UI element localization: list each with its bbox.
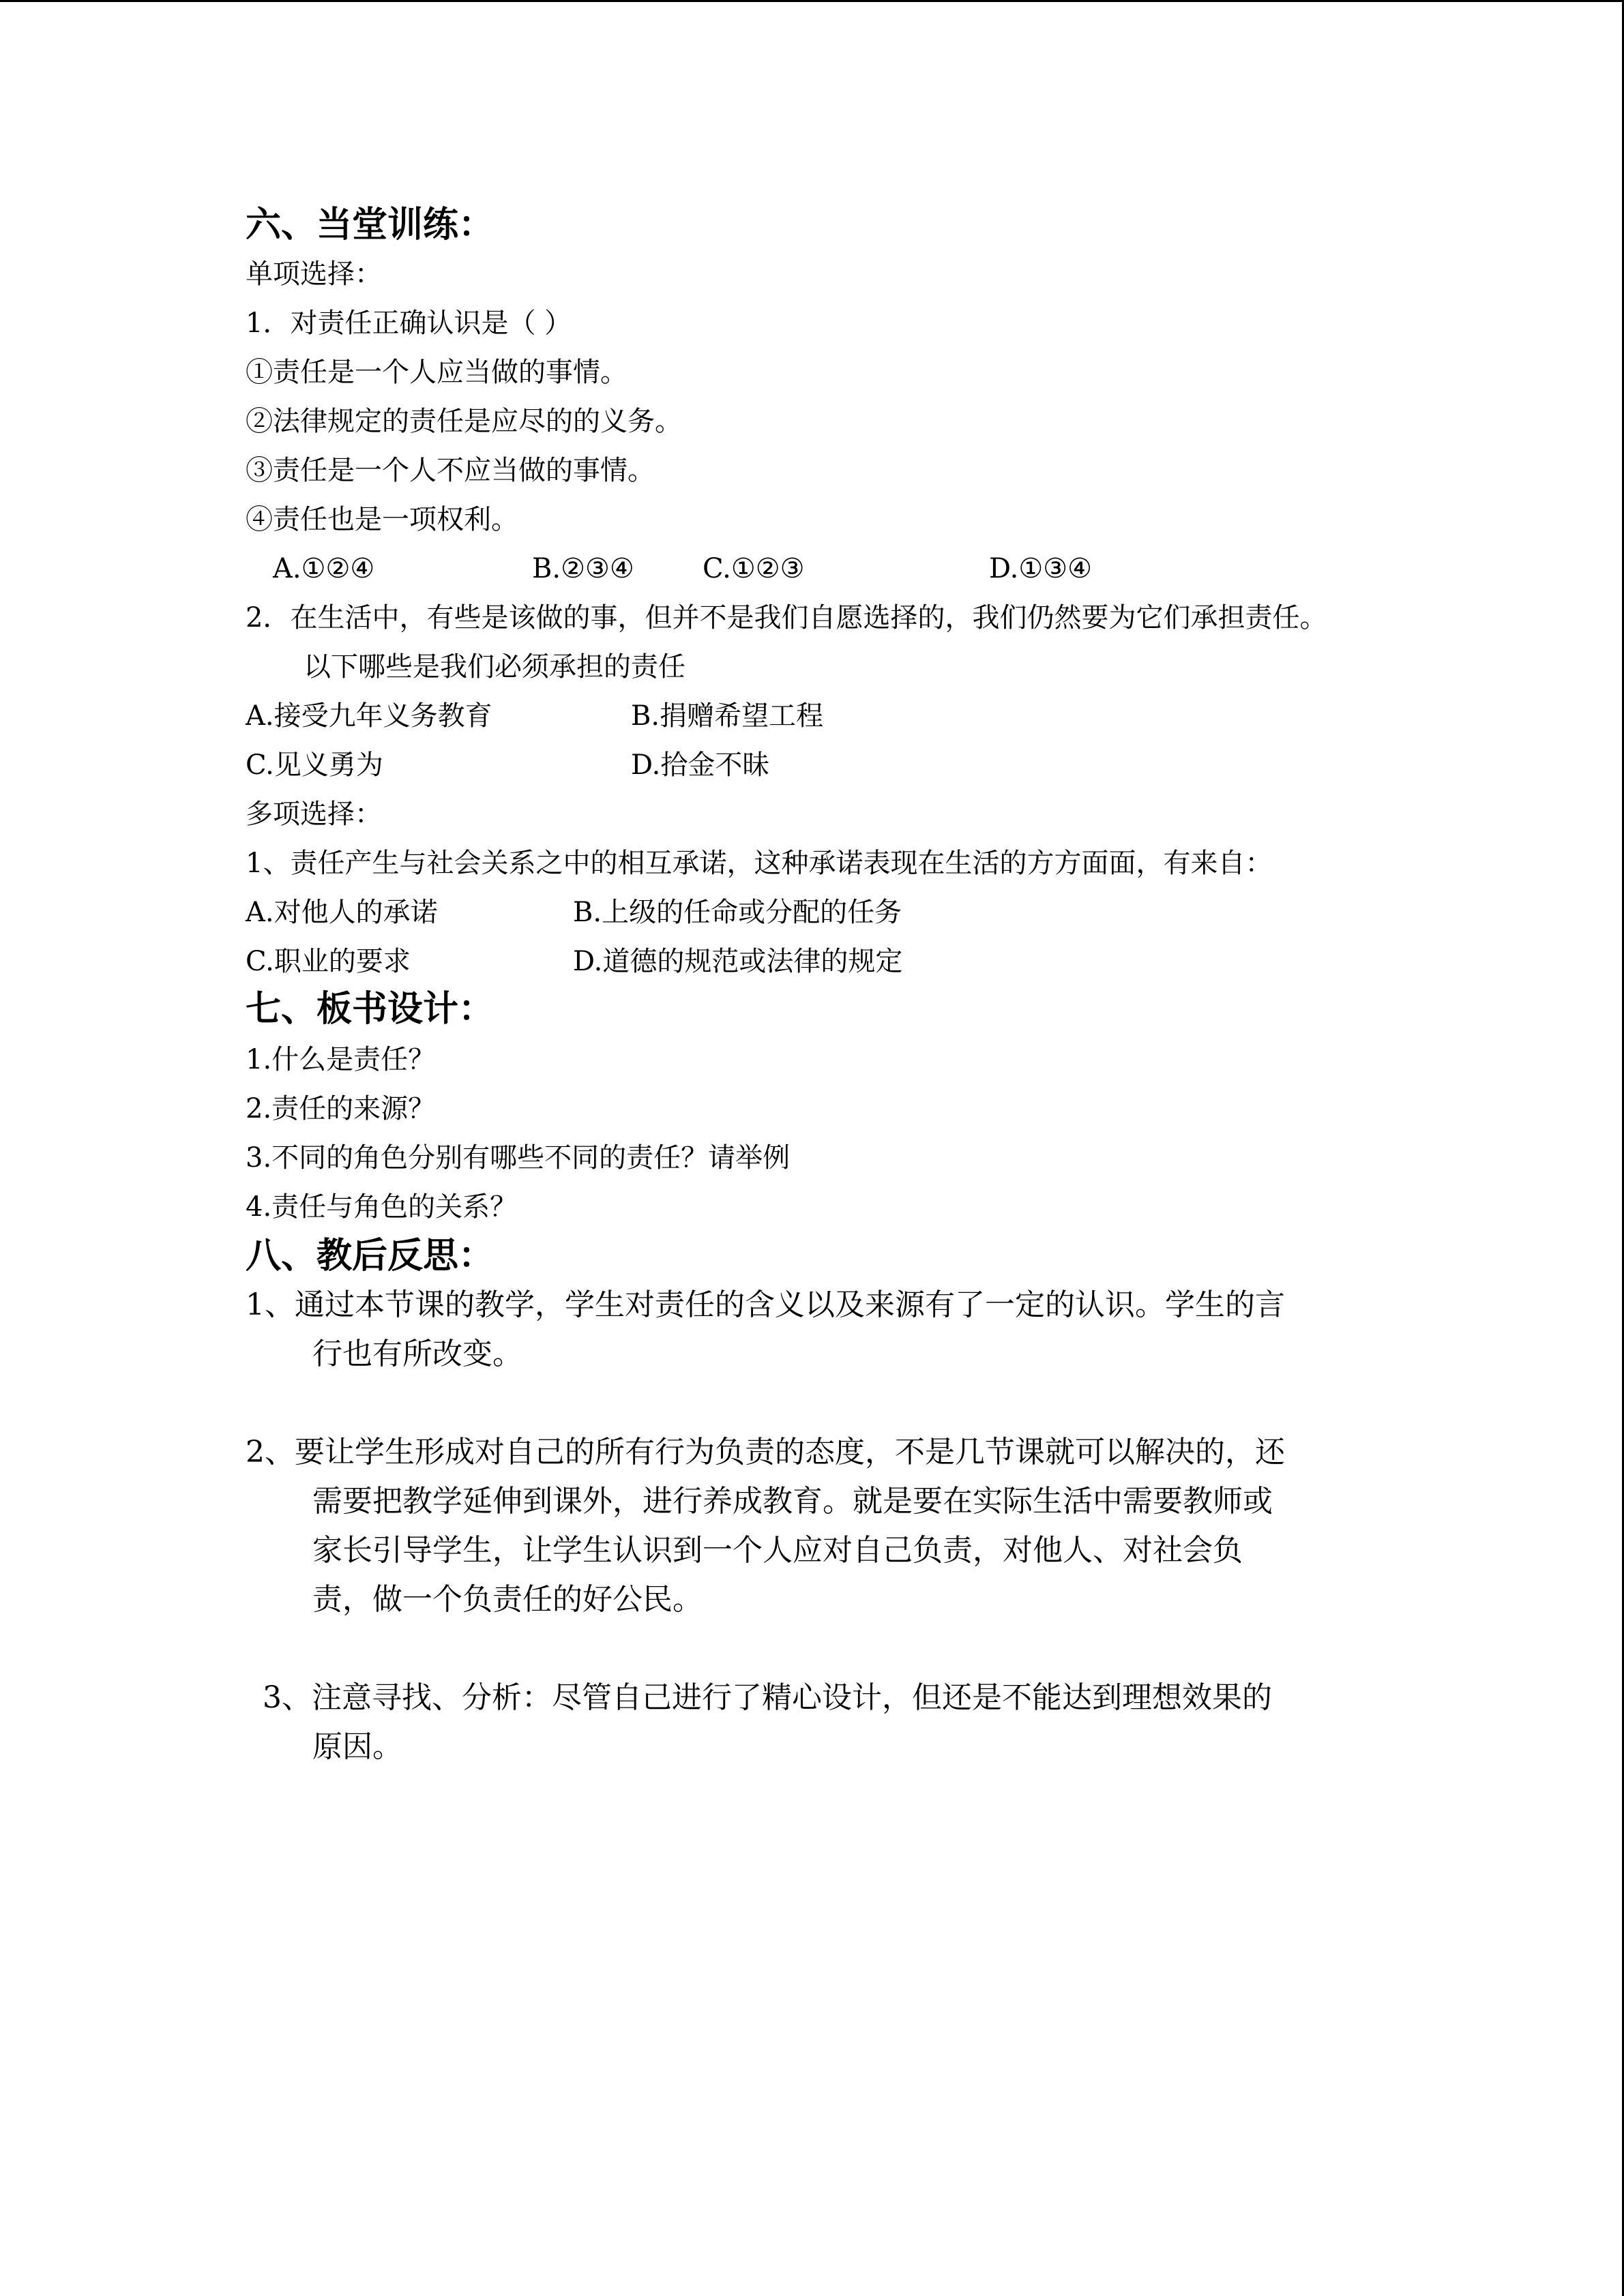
q1-item: ②法律规定的责任是应尽的的义务。 (246, 406, 682, 437)
board-item: 1.什么是责任？ (246, 1044, 436, 1075)
reflection-3-line: 3、注意寻找、分析：尽管自己进行了精心设计，但还是不能达到理想效果的 (263, 1680, 1272, 1715)
q1-option-c: C.①②③ (703, 553, 805, 584)
q2-option-b: B.捐赠希望工程 (631, 700, 824, 732)
section-6-title: 六、当堂训练： (246, 205, 494, 245)
reflection-2-line: 需要把教学延伸到课外，进行养成教育。就是要在实际生活中需要教师或 (312, 1484, 1273, 1519)
reflection-3-line: 原因。 (312, 1729, 402, 1764)
reflection-2-line: 2、要让学生形成对自己的所有行为负责的态度，不是几节课就可以解决的，还 (246, 1435, 1285, 1470)
board-item: 3.不同的角色分别有哪些不同的责任？请举例 (246, 1142, 791, 1174)
m1-option-d: D.道德的规范或法律的规定 (573, 946, 903, 977)
q1-option-a: A.①②④ (273, 553, 375, 584)
page-border-top (0, 0, 1624, 2)
q2-stem-continued: 以下哪些是我们必须承担的责任 (304, 651, 685, 683)
multi-choice-label: 多项选择： (246, 799, 382, 830)
reflection-2-line: 责，做一个负责任的好公民。 (312, 1582, 703, 1617)
reflection-1-line: 行也有所改变。 (312, 1337, 522, 1371)
board-item: 2.责任的来源？ (246, 1093, 436, 1124)
q1-stem: 1．对责任正确认识是（ ） (246, 308, 572, 339)
q1-item: ①责任是一个人应当做的事情。 (246, 357, 628, 388)
board-item: 4.责任与角色的关系？ (246, 1191, 518, 1223)
q2-option-d: D.拾金不昧 (631, 749, 770, 781)
single-choice-label: 单项选择： (246, 258, 382, 290)
m1-option-a: A.对他人的承诺 (246, 897, 438, 928)
q2-option-c: C.见义勇为 (246, 749, 383, 781)
q2-stem: 2．在生活中，有些是该做的事，但并不是我们自愿选择的，我们仍然要为它们承担责任。 (246, 602, 1327, 633)
q2-option-a: A.接受九年义务教育 (246, 700, 492, 732)
q1-item: ④责任也是一项权利。 (246, 504, 518, 535)
section-8-title: 八、教后反思： (246, 1236, 494, 1277)
reflection-1-line: 1、通过本节课的教学，学生对责任的含义以及来源有了一定的认识。学生的言 (246, 1287, 1285, 1322)
q1-option-b: B.②③④ (532, 553, 634, 584)
q1-option-d: D.①③④ (989, 553, 1092, 584)
m1-option-c: C.职业的要求 (246, 946, 411, 977)
m1-stem: 1、责任产生与社会关系之中的相互承诺，这种承诺表现在生活的方方面面，有来自： (246, 848, 1273, 879)
section-7-title: 七、板书设计： (246, 989, 494, 1030)
m1-option-b: B.上级的任命或分配的任务 (573, 897, 902, 928)
reflection-2-line: 家长引导学生，让学生认识到一个人应对自己负责，对他人、对社会负 (312, 1533, 1243, 1568)
q1-item: ③责任是一个人不应当做的事情。 (246, 455, 655, 486)
